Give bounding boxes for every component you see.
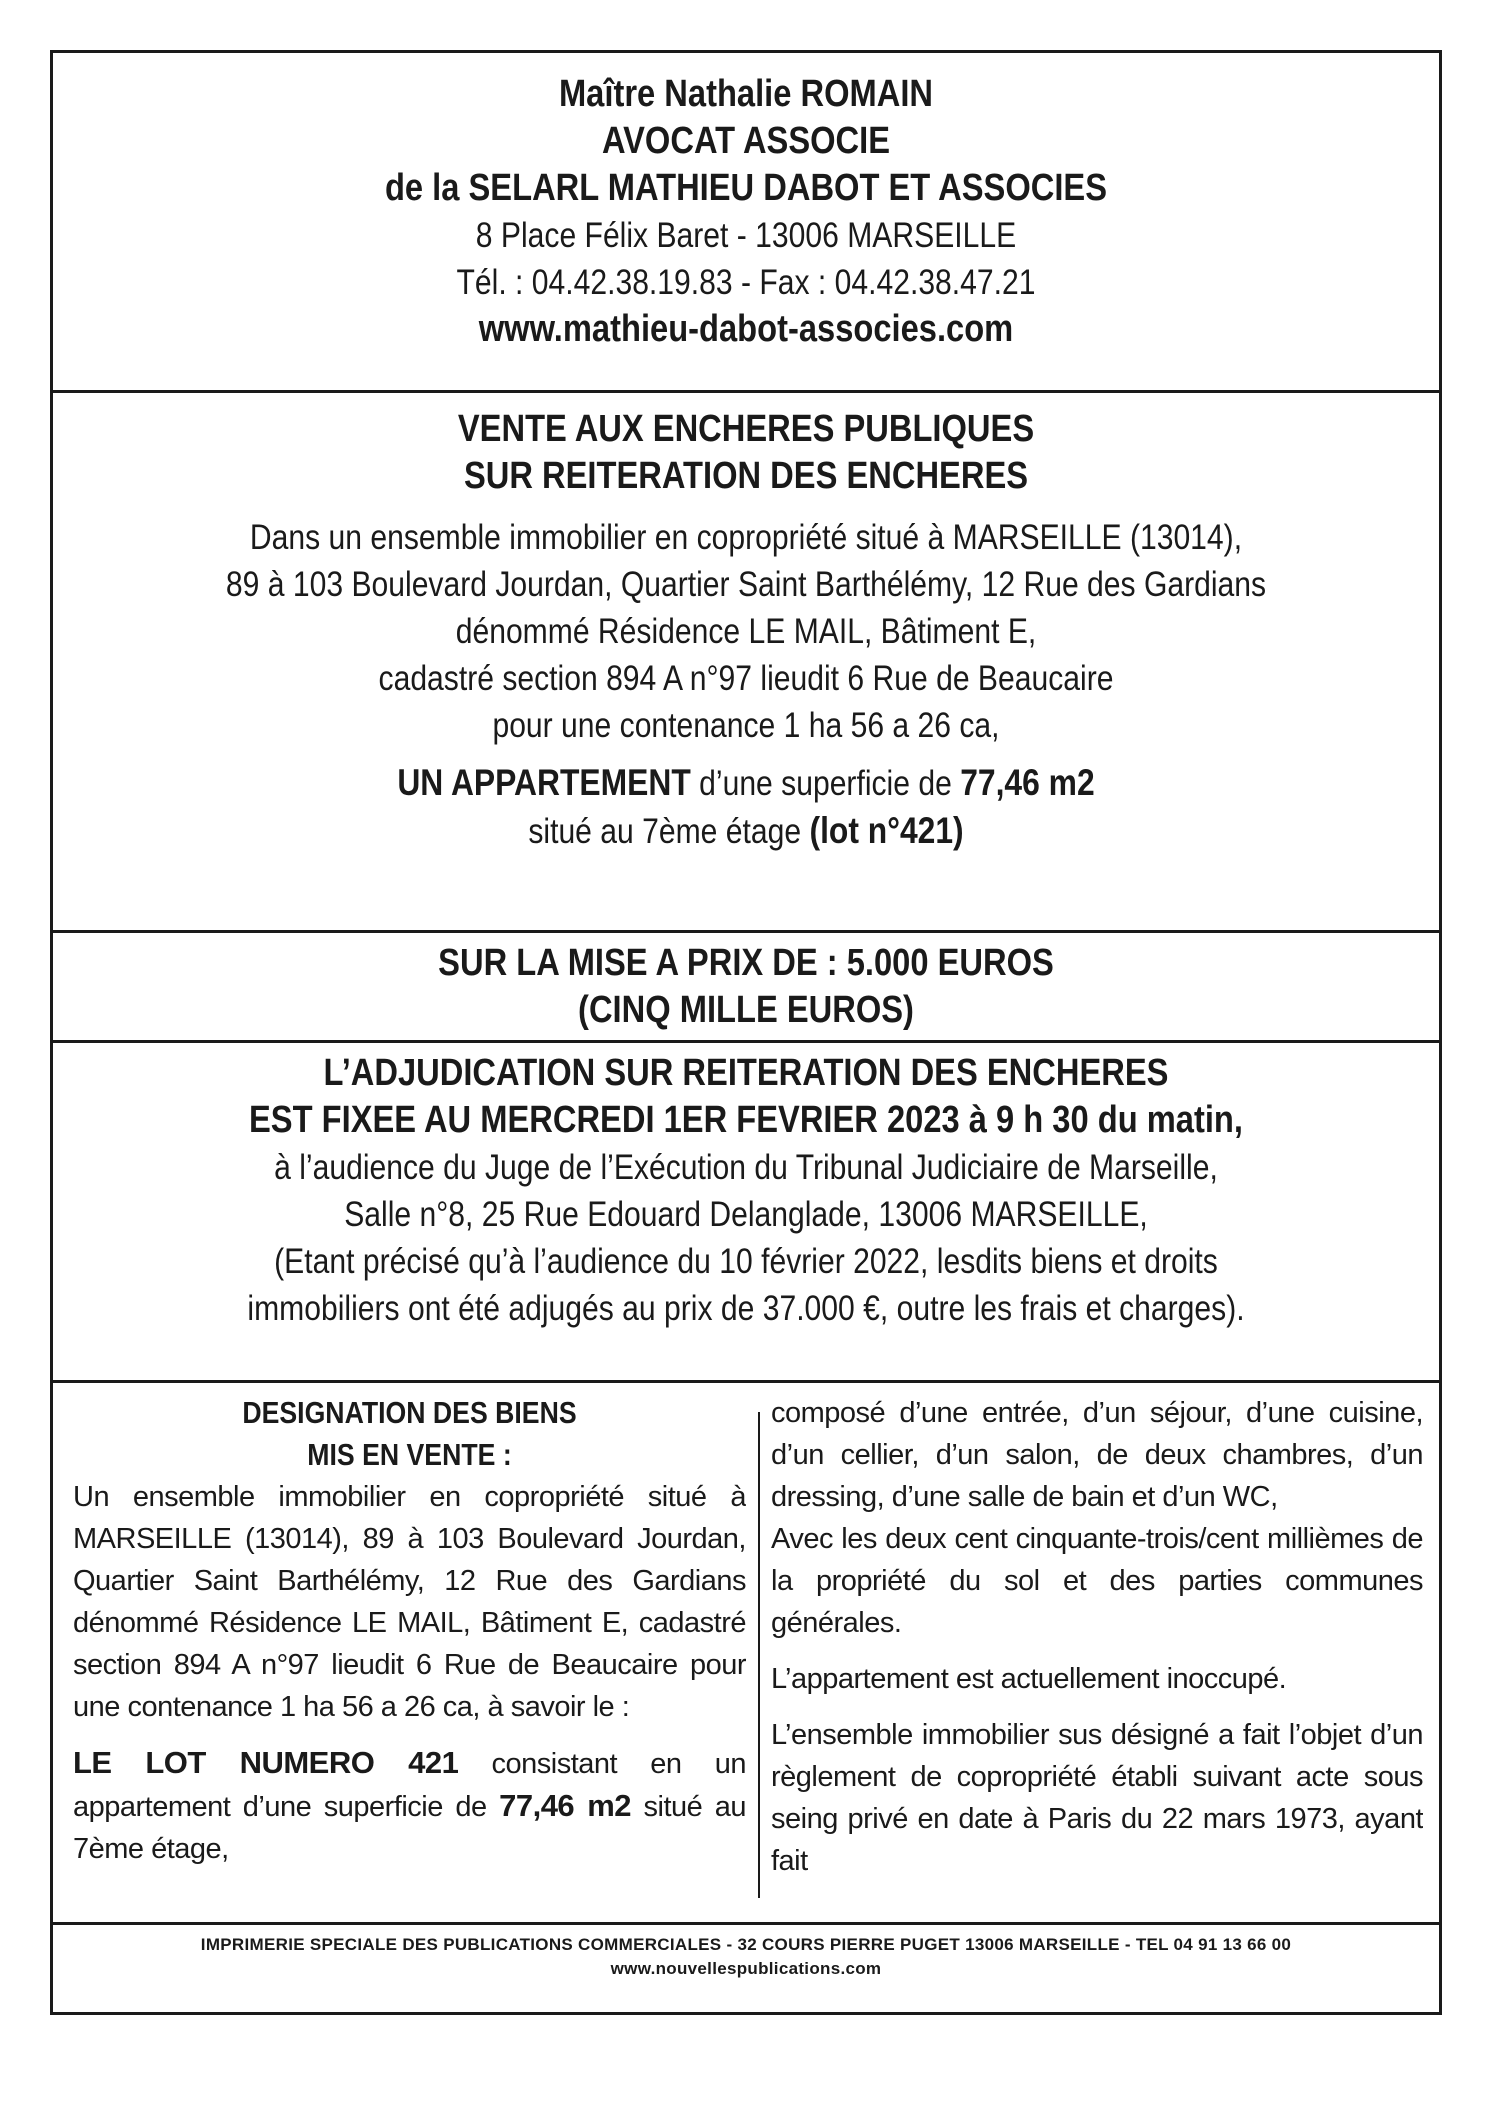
apartment-description: composé d’une entrée, d’un séjour, d’une cuisine, d’un cellier, d’un salon, de deux chambres, d’un dressing, d’une salle de bain et d’un WC, (771, 1397, 1423, 1513)
adjudication-line: Salle n°8, 25 Rue Edouard Delanglade, 13006 MARSEILLE, (344, 1195, 1148, 1234)
lot-number: (lot n°421) (809, 810, 964, 851)
designation-right-column (771, 1392, 1423, 1918)
sale-line: 89 à 103 Boulevard Jourdan, Quartier Saint Barthélémy, 12 Rue des Gardians (225, 565, 1267, 604)
sale-line: dénommé Résidence LE MAIL, Bâtiment E, (455, 612, 1037, 651)
adjudication-section (53, 1050, 1439, 1332)
lot-area: 77,46 m2 (499, 1788, 632, 1823)
designation-section (53, 1392, 1439, 1918)
lawyer-role: AVOCAT ASSOCIE (601, 120, 891, 162)
printer-footer (53, 1933, 1439, 1981)
firm-address: 8 Place Félix Baret - 13006 MARSEILLE (475, 216, 1017, 255)
adjudication-line: (Etant précisé qu’à l’audience du 10 février 2022, lesdits biens et droits (274, 1242, 1218, 1281)
designation-title: DESIGNATION DES BIENS (242, 1395, 577, 1430)
adjudication-line: immobiliers ont été adjugés au prix de 37.000 €, outre les frais et charges). (247, 1289, 1245, 1328)
law-firm: de la SELARL MATHIEU DABOT ET ASSOCIES (384, 167, 1108, 209)
designation-paragraph: Un ensemble immobilier en copropriété situé à MARSEILLE (13014), 89 à 103 Boulevard Jourdan, Quartier Saint Barthélémy, 12 Rue des Gardians dénommé Résidence LE MAIL, Bâtiment E, cadastré section 894 A n°97 lieudit 6 Rue de Beaucaire pour une contenance 1 ha 56 a 26 ca, à savoir le : (73, 1481, 746, 1723)
notice-frame (50, 50, 1442, 2015)
printer-info: IMPRIMERIE SPECIALE DES PUBLICATIONS COMMERCIALES - 32 COURS PIERRE PUGET 13006 MARSEILLE - TEL 04 91 13 66 00 (200, 1935, 1292, 1954)
column-divider (758, 1412, 760, 1898)
sale-title: VENTE AUX ENCHERES PUBLIQUES (457, 408, 1035, 450)
adjudication-line: à l’audience du Juge de l’Exécution du Tribunal Judiciaire de Marseille, (274, 1148, 1218, 1187)
adjudication-title: L’ADJUDICATION SUR REITERATION DES ENCHERES (323, 1052, 1169, 1094)
starting-price-words: (CINQ MILLE EUROS) (578, 989, 914, 1031)
apartment-line (150, 759, 1342, 807)
sale-line: cadastré section 894 A n°97 lieudit 6 Rue de Beaucaire (378, 659, 1114, 698)
divider (53, 930, 1439, 933)
sale-line: pour une contenance 1 ha 56 a 26 ca, (492, 706, 1000, 745)
apartment-text: d’une superficie de (690, 764, 961, 803)
apartment-area: 77,46 m2 (960, 762, 1095, 803)
lot-label: LE LOT NUMERO 421 (73, 1745, 459, 1780)
firm-phone: Tél. : 04.42.38.19.83 - Fax : 04.42.38.47.21 (456, 263, 1036, 302)
sale-subtitle: SUR REITERATION DES ENCHERES (463, 455, 1029, 497)
ownership-share: Avec les deux cent cinquante-trois/cent millièmes de la propriété du sol et des parties communes générales. (771, 1523, 1423, 1639)
occupancy-status: L’appartement est actuellement inoccupé. (771, 1663, 1287, 1695)
floor-line (150, 807, 1342, 855)
divider (53, 390, 1439, 393)
designation-left-column (73, 1392, 746, 1918)
apartment-label: UN APPARTEMENT (397, 762, 691, 803)
lot-floor: situé au 7ème étage, (73, 1791, 746, 1865)
lot-paragraph (73, 1742, 746, 1870)
sale-section (53, 406, 1439, 855)
copropriety-rules: L’ensemble immobilier sus désigné a fait l’objet d’un règlement de copropriété établi suivant acte sous seing privé en date à Paris du 22 mars 1973, ayant fait (771, 1719, 1423, 1877)
price-section (53, 940, 1439, 1034)
designation-subtitle: MIS EN VENTE : (307, 1437, 512, 1472)
lawyer-header (53, 71, 1439, 353)
adjudication-date: EST FIXEE AU MERCREDI 1ER FEVRIER 2023 à 9 h 30 du matin, (249, 1099, 1243, 1141)
divider (53, 1922, 1439, 1925)
lot-text: consistant en un appartement d’une superficie de (73, 1748, 746, 1823)
divider (53, 1040, 1439, 1043)
floor-text: situé au 7ème étage (528, 812, 810, 851)
lawyer-name: Maître Nathalie ROMAIN (558, 73, 934, 115)
firm-website: www.mathieu-dabot-associes.com (478, 308, 1014, 350)
starting-price: SUR LA MISE A PRIX DE : 5.000 EUROS (438, 942, 1054, 984)
sale-line: Dans un ensemble immobilier en copropriété situé à MARSEILLE (13014), (249, 518, 1243, 557)
printer-website: www.nouvellespublications.com (610, 1959, 882, 1978)
divider (53, 1380, 1439, 1383)
